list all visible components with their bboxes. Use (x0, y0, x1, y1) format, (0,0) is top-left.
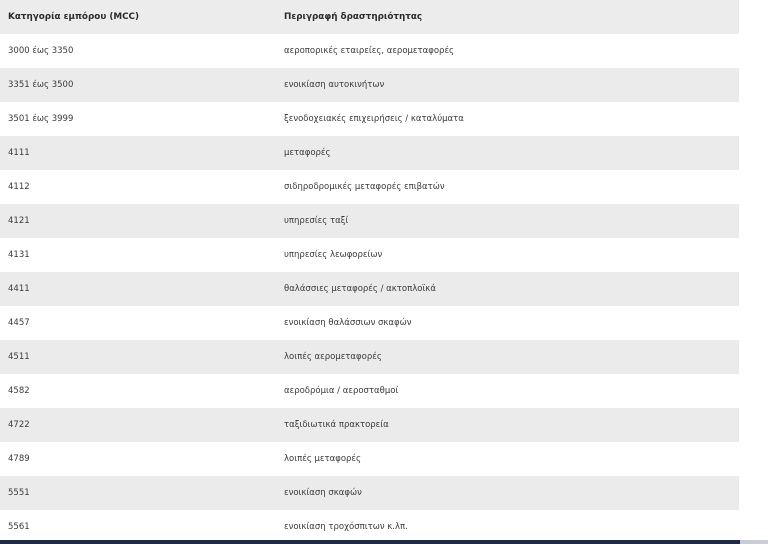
header-merchant-category: Κατηγορία εμπόρου (MCC) (0, 0, 278, 34)
table-row (0, 442, 739, 476)
activity-description-cell: λοιπές αερομεταφορές (278, 340, 739, 374)
header-row (0, 0, 739, 34)
mcc-code-cell: 5551 (0, 476, 278, 510)
mcc-code-cell: 4789 (0, 442, 278, 476)
activity-description-cell: ξενοδοχειακές επιχειρήσεις / καταλύματα (278, 102, 739, 136)
table-row (0, 238, 739, 272)
mcc-code-cell: 4722 (0, 408, 278, 442)
table-row (0, 272, 739, 306)
mcc-code-cell: 4111 (0, 136, 278, 170)
table-row (0, 68, 739, 102)
mcc-code-cell: 3000 έως 3350 (0, 34, 278, 68)
table-row (0, 510, 739, 544)
activity-description-cell: μεταφορές (278, 136, 739, 170)
activity-description-cell: αεροδρόμια / αεροσταθμοί (278, 374, 739, 408)
bottom-bar-edge (740, 540, 768, 544)
activity-description-cell: υπηρεσίες λεωφορείων (278, 238, 739, 272)
mcc-code-cell: 4511 (0, 340, 278, 374)
header-activity-description: Περιγραφή δραστηριότητας (278, 0, 739, 34)
table-header (0, 0, 739, 34)
bottom-bar (0, 540, 768, 544)
table-row (0, 476, 739, 510)
mcc-code-cell: 3501 έως 3999 (0, 102, 278, 136)
mcc-code-cell: 4457 (0, 306, 278, 340)
mcc-code-cell: 4131 (0, 238, 278, 272)
mcc-code-cell: 4411 (0, 272, 278, 306)
activity-description-cell: ενοικίαση θαλάσσιων σκαφών (278, 306, 739, 340)
activity-description-cell: ενοικίαση τροχόσπιτων κ.λπ. (278, 510, 739, 544)
table-row (0, 34, 739, 68)
table-row (0, 340, 739, 374)
table-row (0, 306, 739, 340)
mcc-code-cell: 5561 (0, 510, 278, 544)
table-row (0, 170, 739, 204)
mcc-code-cell: 3351 έως 3500 (0, 68, 278, 102)
table-row (0, 102, 739, 136)
activity-description-cell: θαλάσσιες μεταφορές / ακτοπλοϊκά (278, 272, 739, 306)
activity-description-cell: αεροπορικές εταιρείες, αερομεταφορές (278, 34, 739, 68)
mcc-code-cell: 4582 (0, 374, 278, 408)
activity-description-cell: υπηρεσίες ταξί (278, 204, 739, 238)
mcc-code-cell: 4112 (0, 170, 278, 204)
activity-description-cell: ενοικίαση σκαφών (278, 476, 739, 510)
mcc-code-cell: 4121 (0, 204, 278, 238)
table-row (0, 204, 739, 238)
activity-description-cell: ταξιδιωτικά πρακτορεία (278, 408, 739, 442)
table-row (0, 374, 739, 408)
activity-description-cell: σιδηροδρομικές μεταφορές επιβατών (278, 170, 739, 204)
activity-description-cell: ενοικίαση αυτοκινήτων (278, 68, 739, 102)
table-body (0, 34, 739, 544)
table-row (0, 408, 739, 442)
activity-description-cell: λοιπές μεταφορές (278, 442, 739, 476)
table-row (0, 136, 739, 170)
